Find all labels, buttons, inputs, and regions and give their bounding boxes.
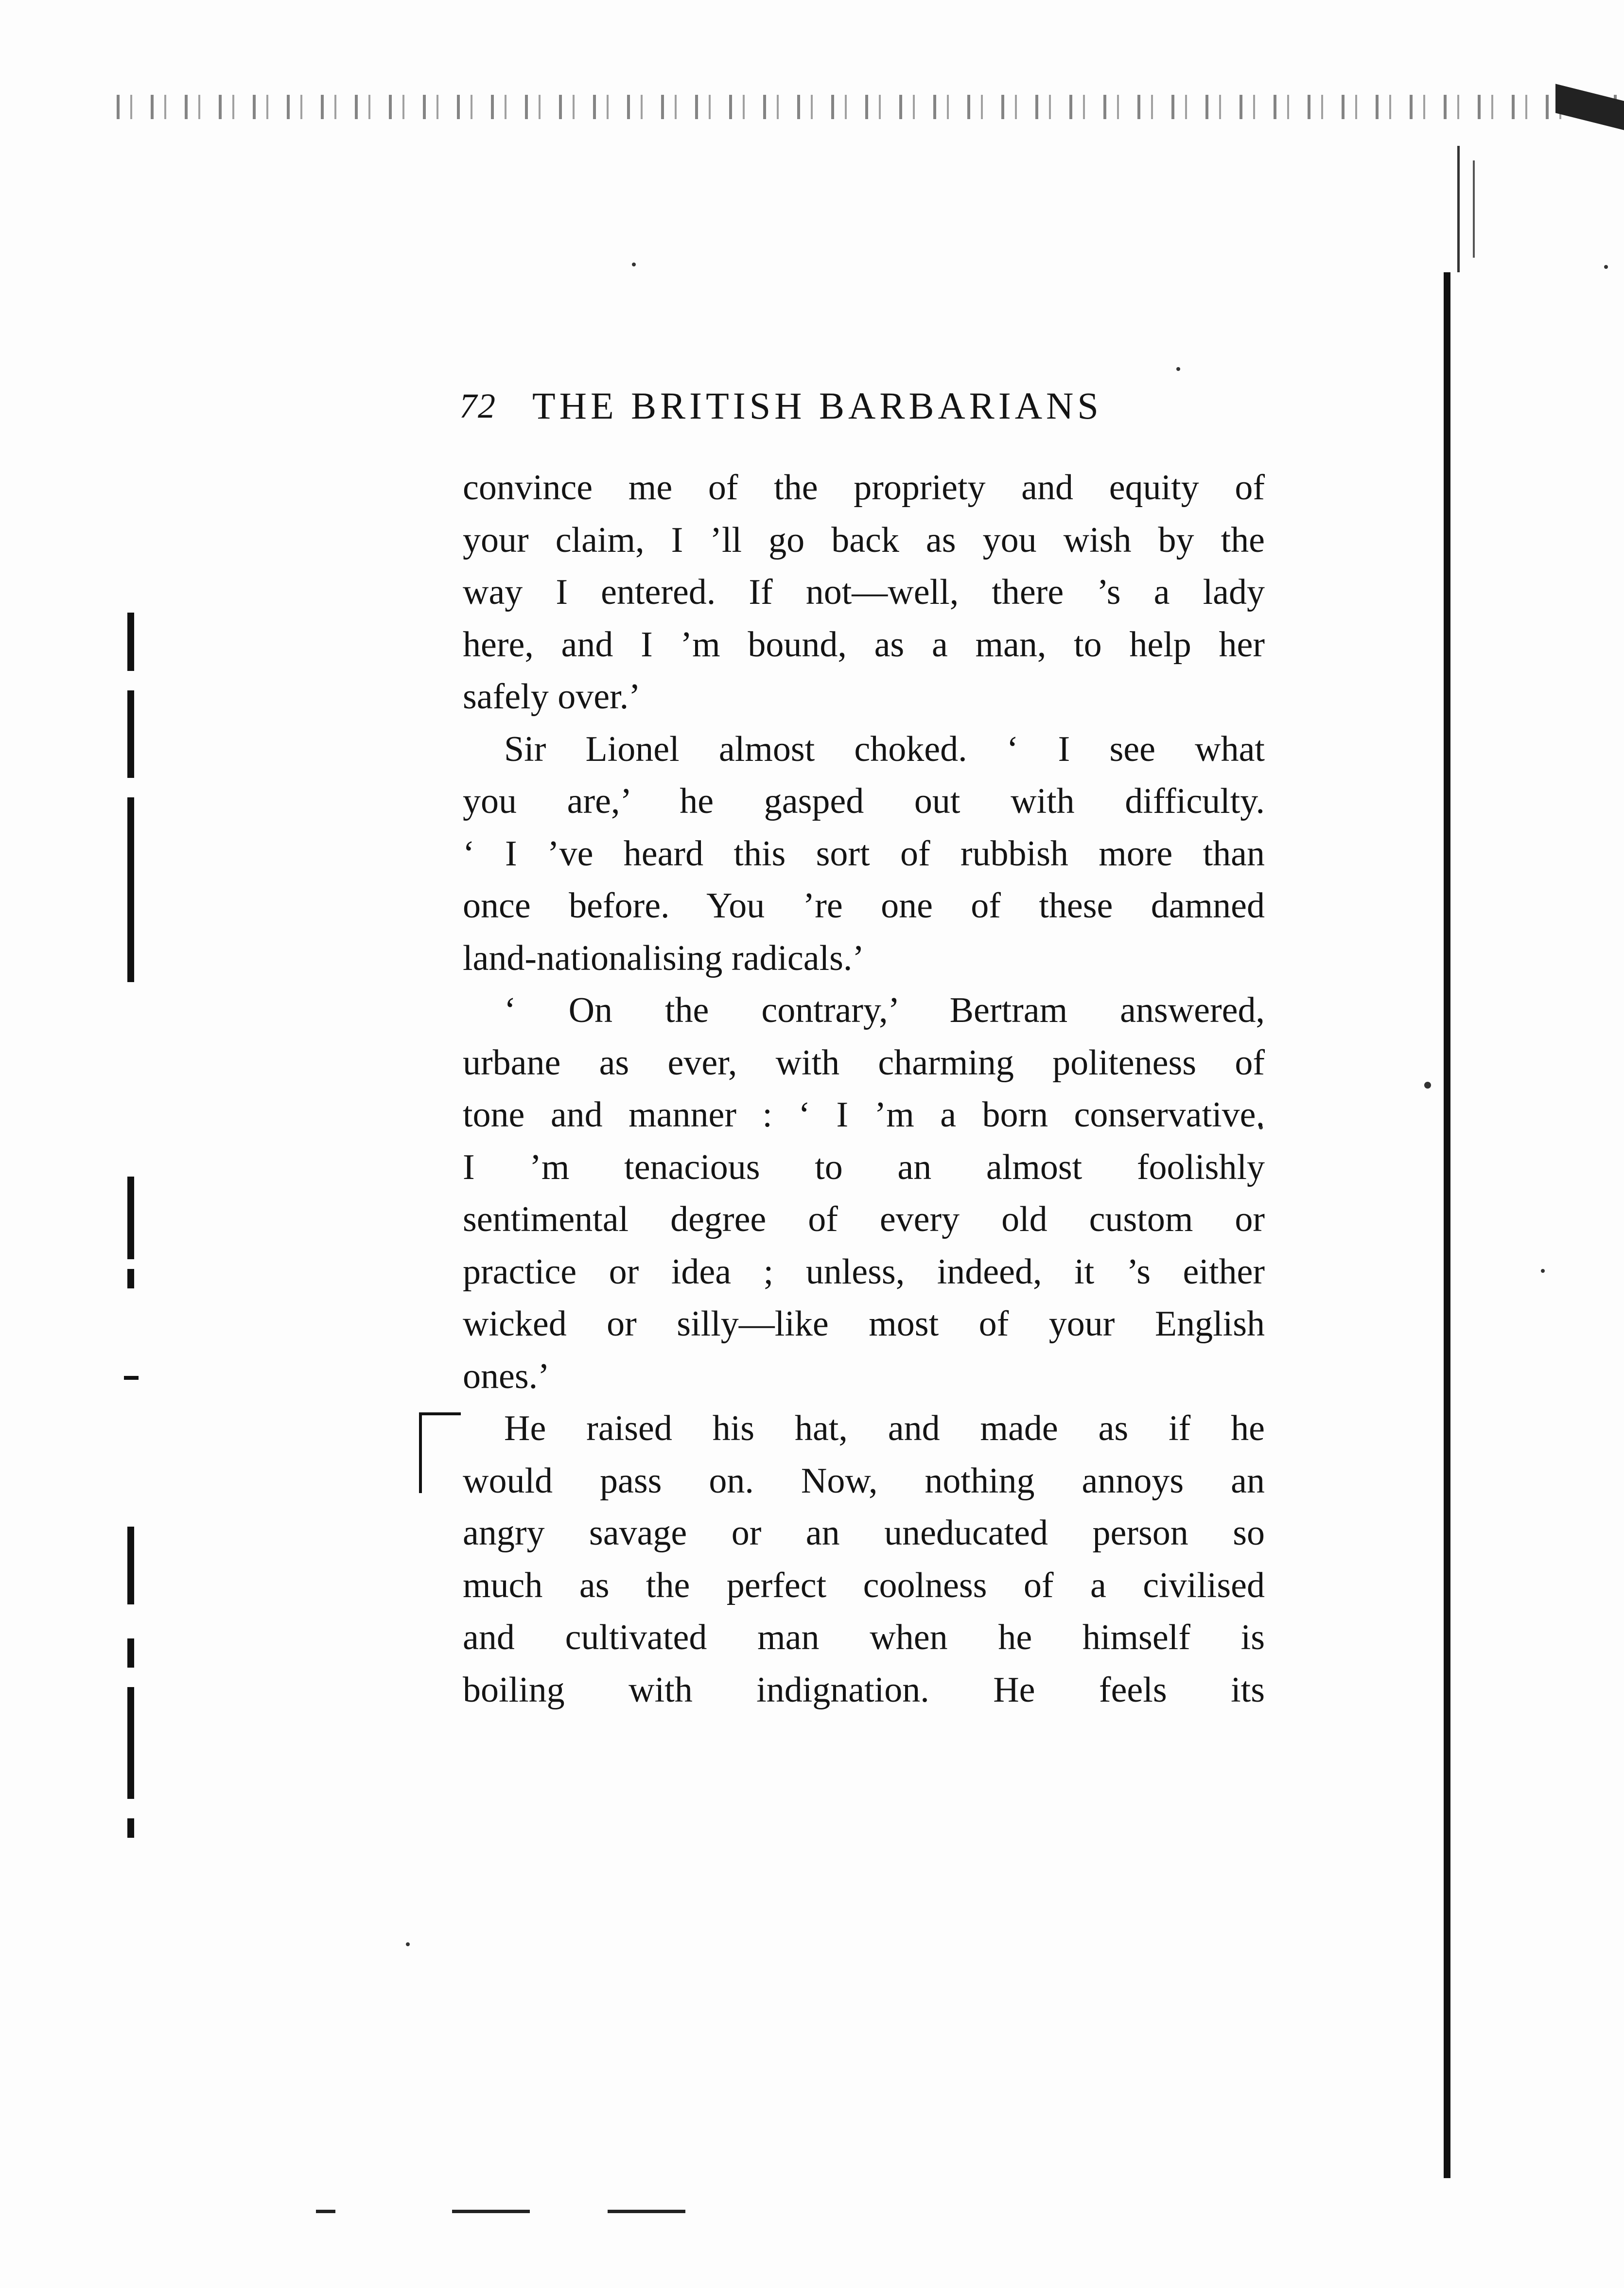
text-line: much as the perfect coolness of a civilised xyxy=(463,1565,1265,1605)
scan-margin-mark xyxy=(127,613,134,671)
text-line: angry savage or an uneducated person so xyxy=(463,1513,1265,1553)
scan-margin-mark xyxy=(127,1818,134,1838)
scan-margin-mark xyxy=(127,797,134,982)
scan-margin-mark xyxy=(124,1376,139,1380)
scan-noise-top xyxy=(117,95,1624,119)
running-title: THE BRITISH BARBARIANS xyxy=(532,385,1102,427)
text-line: your claim, I ’ll go back as you wish by the xyxy=(463,520,1265,560)
text-line: boiling with indignation. He feels its xyxy=(463,1670,1265,1710)
scan-speck xyxy=(632,263,636,266)
scan-margin-mark xyxy=(127,1527,134,1604)
running-header xyxy=(459,379,1257,433)
text-line: ‘ I ’ve heard this sort of rubbish more than xyxy=(463,833,1265,874)
text-line: He raised his hat, and made as if he xyxy=(504,1408,1265,1448)
text-line: convince me of the propriety and equity of xyxy=(463,468,1265,508)
text-line: here, and I ’m bound, as a man, to help her xyxy=(463,624,1265,665)
text-line: ones.’ xyxy=(463,1356,550,1396)
scan-edge-line xyxy=(1473,160,1475,258)
text-line: you are,’ he gasped out with difficulty. xyxy=(463,781,1265,821)
text-line: urbane as ever, with charming politeness of xyxy=(463,1042,1265,1083)
scan-margin-mark xyxy=(127,1638,134,1668)
scan-speck xyxy=(1176,367,1180,371)
text-line: ‘ On the contrary,’ Bertram answered, xyxy=(504,990,1265,1030)
scan-margin-mark xyxy=(127,1687,134,1799)
text-line: tone and manner : ‘ I ’m a born conservative. xyxy=(463,1095,1265,1135)
scan-margin-mark xyxy=(127,1177,134,1259)
scan-bottom-dash xyxy=(452,2210,530,2213)
body-text xyxy=(463,462,1265,1716)
scan-bottom-dash xyxy=(608,2210,685,2213)
scan-speck xyxy=(1424,1082,1431,1089)
text-line: sentimental degree of every old custom or xyxy=(463,1199,1265,1239)
scan-speck xyxy=(1541,1269,1545,1273)
scan-binding-edge xyxy=(1444,272,1450,2178)
scan-bottom-dash xyxy=(316,2210,335,2213)
text-line: I ’m tenacious to an almost foolishly xyxy=(463,1147,1265,1187)
text-line: would pass on. Now, nothing annoys an xyxy=(463,1461,1265,1501)
text-line: land-nationalising radicals.’ xyxy=(463,938,865,978)
text-line: once before. You ’re one of these damned xyxy=(463,886,1265,926)
text-line: Sir Lionel almost choked. ‘ I see what xyxy=(504,729,1265,769)
text-line: wicked or silly—like most of your English xyxy=(463,1304,1265,1344)
text-line: and cultivated man when he himself is xyxy=(463,1618,1265,1657)
page-number: 72 xyxy=(459,387,496,425)
text-line: way I entered. If not—well, there ’s a lady xyxy=(463,572,1265,612)
text-line: practice or idea ; unless, indeed, it ’s either xyxy=(463,1251,1265,1292)
scan-bracket-mark xyxy=(419,1412,461,1493)
text-line: safely over.’ xyxy=(463,677,641,717)
scan-margin-mark xyxy=(127,1269,134,1288)
scan-corner-top-right xyxy=(1555,84,1624,130)
scan-edge-line xyxy=(1457,146,1460,272)
scan-speck xyxy=(1604,265,1608,269)
scan-speck xyxy=(406,1942,410,1946)
scan-margin-mark xyxy=(127,690,134,778)
